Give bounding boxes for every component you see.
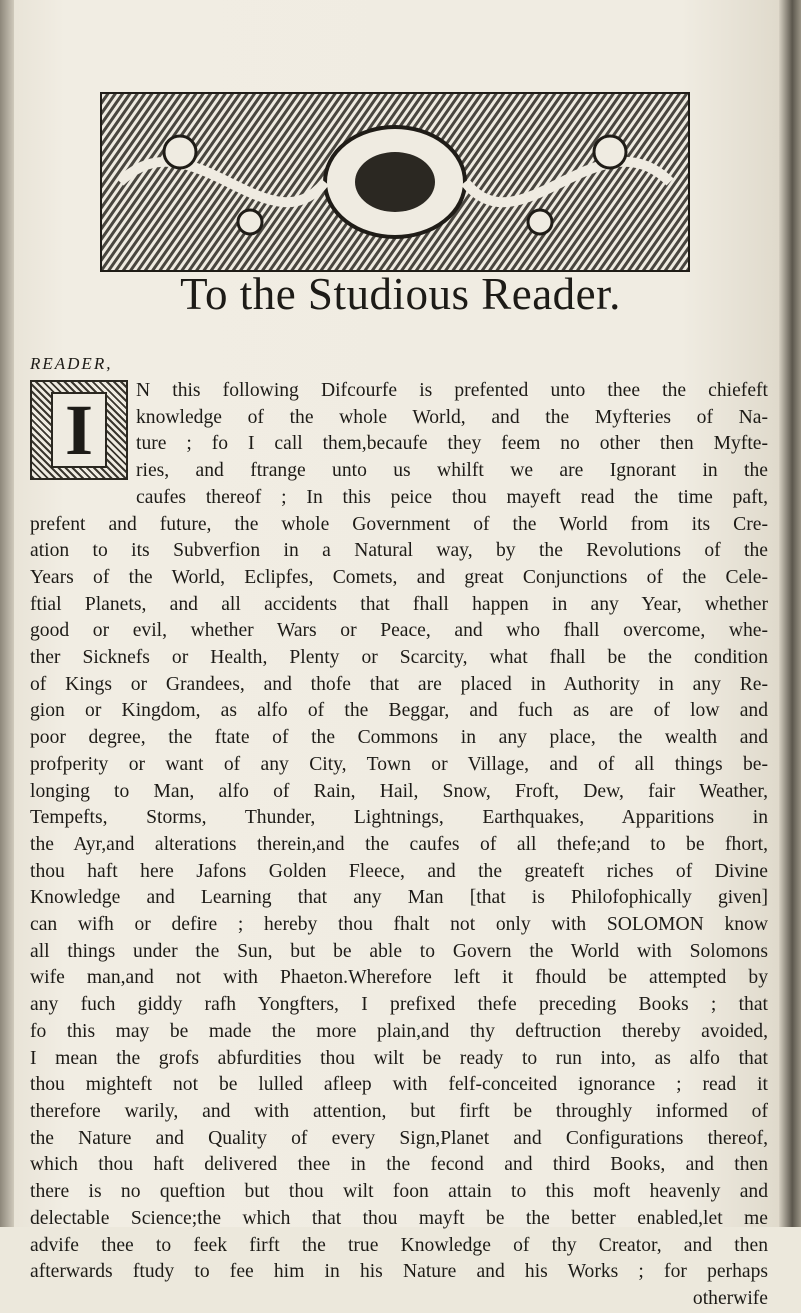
body-text (30, 378, 768, 1313)
text-line: ther Sicknefs or Health, Plenty or Scarcity, what fhall be the condition (30, 647, 768, 669)
text-line: gion or Kingdom, as alfo of the Beggar, and fuch as are of low and (30, 700, 768, 722)
page-gutter-left (0, 0, 14, 1227)
text-line: Tempefts, Storms, Thunder, Lightnings, Earthquakes, Apparitions in (30, 807, 768, 829)
text-line: advife thee to feek firft the true Knowledge of thy Creator, and then (30, 1234, 768, 1256)
text-line: caufes thereof ; In this peice thou mayeft read the time paft, (136, 486, 768, 508)
page-edge-right (779, 0, 801, 1227)
text-line: I mean the grofs abfurdities thou wilt be ready to run into, as alfo that (30, 1047, 768, 1069)
text-line: the Ayr,and alterations therein,and the caufes of all thefe;and to be fhort, (30, 833, 768, 855)
text-line: ftial Planets, and all accidents that fhall happen in any Year, whether (30, 593, 768, 615)
text-line: Years of the World, Eclipfes, Comets, and great Conjunctions of the Cele- (30, 566, 768, 588)
text-line: ture ; fo I call them,becaufe they feem no other then Myfte- (136, 433, 768, 455)
text-line: good or evil, whether Wars or Peace, and who fhall overcome, whe- (30, 620, 768, 642)
page-title: To the Studious Reader. (180, 269, 621, 319)
drop-cap-letter: I (51, 392, 107, 468)
headpiece-ornament (100, 92, 690, 272)
text-line: can wifh or defire ; hereby thou fhalt not only with SOLOMON know (30, 914, 768, 936)
text-line: profperity or want of any City, Town or Village, and of all things be- (30, 753, 768, 775)
text-line: knowledge of the whole World, and the Myfteries of Na- (136, 406, 768, 428)
text-line: ries, and ftrange unto us whilft we are Ignorant in the (136, 460, 768, 482)
text-line: Knowledge and Learning that any Man [that is Philofophically given] (30, 887, 768, 909)
text-line: therefore warily, and with attention, but firft be throughly informed of (30, 1100, 768, 1122)
catchword: otherwife (692, 1287, 768, 1309)
text-line: ation to its Subverfion in a Natural way, by the Revolutions of the (30, 540, 768, 562)
salutation: READER, (30, 354, 113, 373)
text-line: thou haft here Jafons Golden Fleece, and the greateft riches of Divine (30, 860, 768, 882)
text-line: of Kings or Grandees, and thofe that are placed in Authority in any Re- (30, 673, 768, 695)
text-line: fo this may be made the more plain,and thy deftruction thereby avoided, (30, 1020, 768, 1042)
text-line: afterwards ftudy to fee him in his Nature and his Works ; for perhaps (30, 1261, 768, 1283)
text-line: any fuch giddy rafh Yongfters, I prefixed thefe preceding Books ; that (30, 994, 768, 1016)
text-line: which thou haft delivered thee in the fecond and third Books, and then (30, 1154, 768, 1176)
text-line: thou mighteft not be lulled afleep with felf-conceited ignorance ; read it (30, 1074, 768, 1096)
text-line: poor degree, the ftate of the Commons in any place, the wealth and (30, 727, 768, 749)
text-line: delectable Science;the which that thou mayft be the better enabled,let me (30, 1207, 768, 1229)
text-line: prefent and future, the whole Government of the World from its Cre- (30, 513, 768, 535)
text-line: longing to Man, alfo of Rain, Hail, Snow, Froft, Dew, fair Weather, (30, 780, 768, 802)
text-line: N this following Difcourfe is prefented unto thee the chiefeft (136, 380, 768, 401)
text-line: wife man,and not with Phaeton.Wherefore left it fhould be attempted by (30, 967, 768, 989)
text-line: there is no queftion but thou wilt foon attain to this moft heavenly and (30, 1181, 768, 1203)
text-line: the Nature and Quality of every Sign,Planet and Configurations thereof, (30, 1127, 768, 1149)
text-line: all things under the Sun, but be able to Govern the World with Solomons (30, 940, 768, 962)
